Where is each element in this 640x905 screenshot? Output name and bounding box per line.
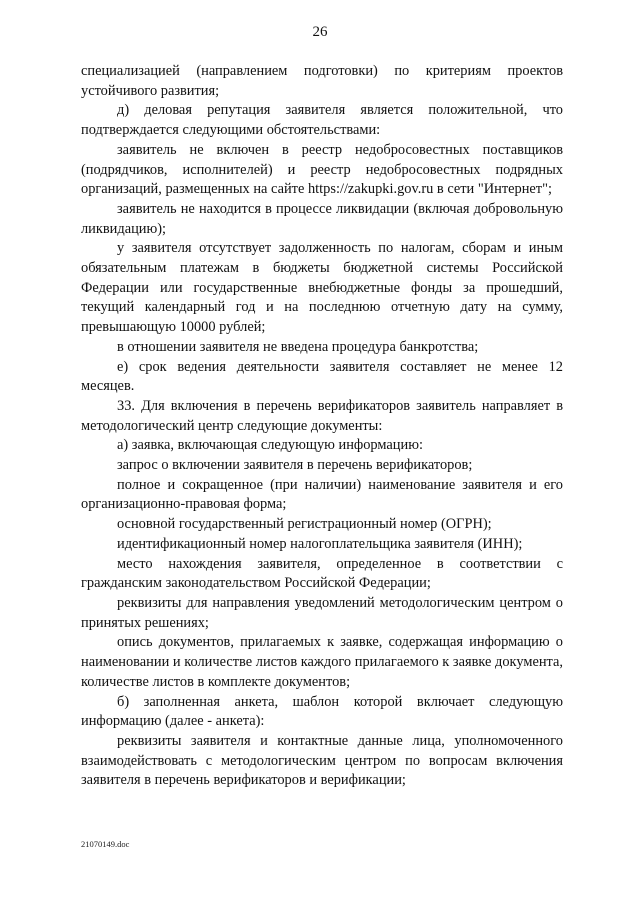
paragraph: заявитель не включен в реестр недобросовестных поставщиков (подрядчиков, исполнителей) и реестр недобросовестных подрядных организаций, размещенных на сайте https://zakupki.gov.ru в сети "Интернет"; <box>81 141 563 198</box>
page-number: 26 <box>312 24 328 40</box>
document-body <box>81 62 563 791</box>
paragraph: место нахождения заявителя, определенное в соответствии с гражданским законодательством Российской Федерации; <box>81 555 563 592</box>
paragraph: 33. Для включения в перечень верификаторов заявитель направляет в методологический центр следующие документы: <box>81 397 563 434</box>
paragraph: идентификационный номер налогоплательщика заявителя (ИНН); <box>117 535 523 552</box>
paragraph: реквизиты для направления уведомлений методологическим центром о принятых решениях; <box>81 594 563 631</box>
footer-filename: 21070149.doc <box>81 839 130 849</box>
paragraph: в отношении заявителя не введена процедура банкротства; <box>117 338 479 355</box>
paragraph: реквизиты заявителя и контактные данные лица, уполномоченного взаимодействовать с методологическим центром по вопросам включения заявителя в перечень верификаторов и верификации; <box>81 732 563 789</box>
paragraph: б) заполненная анкета, шаблон которой включает следующую информацию (далее - анкета): <box>81 693 563 730</box>
paragraph: запрос о включении заявителя в перечень верификаторов; <box>117 457 473 474</box>
paragraph: заявитель не находится в процессе ликвидации (включая добровольную ликвидацию); <box>81 200 563 237</box>
paragraph: опись документов, прилагаемых к заявке, содержащая информацию о наименовании и количестве листов каждого прилагаемого к заявке документа, количестве листов в комплекте документов; <box>81 634 563 690</box>
paragraph: а) заявка, включающая следующую информацию: <box>117 437 423 454</box>
paragraph: у заявителя отсутствует задолженность по налогам, сборам и иным обязательным платежам в бюджеты бюджетной системы Российской Федерации или государственные внебюджетные фонды за прошедший, текущий календарный год и на последнюю отчетную дату на сумму, превышающую 10000 рублей; <box>81 240 563 336</box>
paragraph: д) деловая репутация заявителя является положительной, что подтверждается следующими обстоятельствами: <box>81 102 563 139</box>
paragraph: основной государственный регистрационный номер (ОГРН); <box>117 516 492 533</box>
paragraph: специализацией (направлением подготовки) по критериям проектов устойчивого развития; <box>81 63 563 99</box>
paragraph: полное и сокращенное (при наличии) наименование заявителя и его организационно-правовая форма; <box>81 476 563 513</box>
paragraph: е) срок ведения деятельности заявителя составляет не менее 12 месяцев. <box>81 358 563 395</box>
